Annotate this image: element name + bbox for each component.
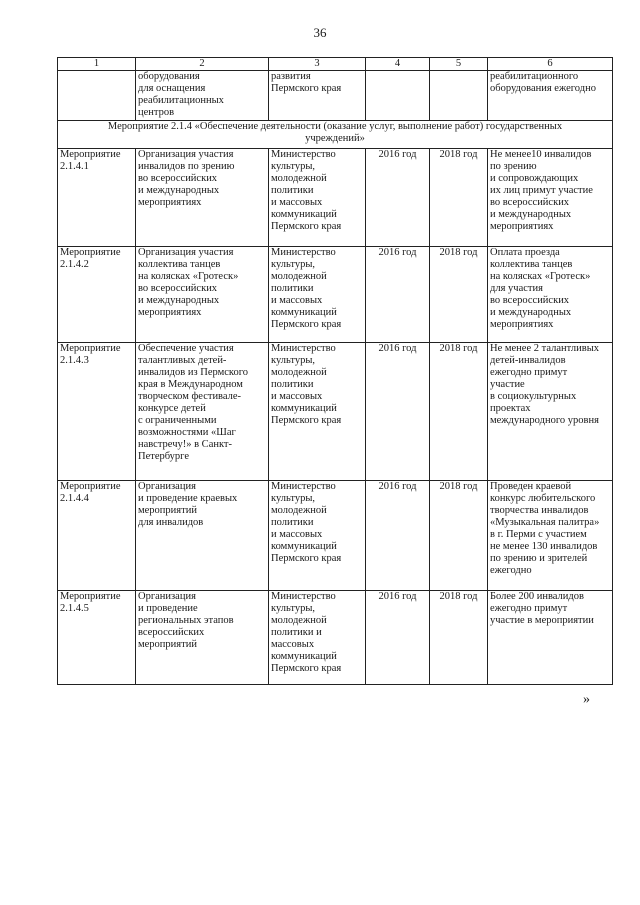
- row-name: Обеспечение участия талантливых детей- инвалидов из Пермского края в Международном творческом фестивале- конкурсе детей с ограниченными возможностями «Шаг навстречу!» в Санкт- Петербурге: [136, 343, 269, 481]
- row-end: 2018 год: [430, 343, 488, 481]
- row-name: Организация участия коллектива танцев на колясках «Гротеск» во всероссийских и международных мероприятиях: [136, 247, 269, 343]
- row-result: Оплата проезда коллектива танцев на колясках «Гротеск» для участия во всероссийских и международных мероприятиях: [488, 247, 613, 343]
- row-executor: Министерство культуры, молодежной политики и массовых коммуникаций Пермского края: [269, 591, 366, 685]
- row-end: 2018 год: [430, 149, 488, 247]
- row-start: 2016 год: [366, 247, 430, 343]
- row-result: Проведен краевой конкурс любительского творчества инвалидов «Музыкальная палитра» в г. Перми с участием не менее 130 инвалидов по зрению и зрителей ежегодно: [488, 481, 613, 591]
- row-id: Мероприятие 2.1.4.5: [58, 591, 136, 685]
- table-row: [58, 481, 613, 591]
- table-row: [58, 149, 613, 247]
- continuation-executor: развития Пермского края: [269, 71, 366, 121]
- row-executor: Министерство культуры, молодежной политики и массовых коммуникаций Пермского края: [269, 481, 366, 591]
- row-id: Мероприятие 2.1.4.3: [58, 343, 136, 481]
- section-row: [58, 121, 613, 149]
- row-name: Организация и проведение краевых мероприятий для инвалидов: [136, 481, 269, 591]
- row-start: 2016 год: [366, 149, 430, 247]
- row-start: 2016 год: [366, 481, 430, 591]
- header-col-6: 6: [488, 58, 613, 71]
- row-executor: Министерство культуры, молодежной политики и массовых коммуникаций Пермского края: [269, 343, 366, 481]
- row-end: 2018 год: [430, 481, 488, 591]
- continuation-col-4: [366, 71, 430, 121]
- continuation-name: оборудования для оснащения реабилитационных центров: [136, 71, 269, 121]
- header-col-4: 4: [366, 58, 430, 71]
- row-end: 2018 год: [430, 591, 488, 685]
- row-executor: Министерство культуры, молодежной политики и массовых коммуникаций Пермского края: [269, 149, 366, 247]
- program-table: [57, 57, 613, 685]
- row-id: Мероприятие 2.1.4.4: [58, 481, 136, 591]
- row-executor: Министерство культуры, молодежной политики и массовых коммуникаций Пермского края: [269, 247, 366, 343]
- table-row: [58, 591, 613, 685]
- section-title: Мероприятие 2.1.4 «Обеспечение деятельности (оказание услуг, выполнение работ) государственных учреждений»: [58, 121, 613, 149]
- row-name: Организация и проведение региональных этапов всероссийских мероприятий: [136, 591, 269, 685]
- continuation-col-1: [58, 71, 136, 121]
- continuation-row: [58, 71, 613, 121]
- continuation-result: реабилитационного оборудования ежегодно: [488, 71, 613, 121]
- row-result: Не менее10 инвалидов по зрению и сопровождающих их лиц примут участие во всероссийских и международных мероприятиях: [488, 149, 613, 247]
- header-col-5: 5: [430, 58, 488, 71]
- header-col-3: 3: [269, 58, 366, 71]
- header-col-1: 1: [58, 58, 136, 71]
- header-col-2: 2: [136, 58, 269, 71]
- table-row: [58, 247, 613, 343]
- row-start: 2016 год: [366, 343, 430, 481]
- table-row: [58, 343, 613, 481]
- closing-quote: »: [583, 692, 590, 707]
- row-result: Не менее 2 талантливых детей-инвалидов ежегодно примут участие в социокультурных проектах международного уровня: [488, 343, 613, 481]
- row-id: Мероприятие 2.1.4.1: [58, 149, 136, 247]
- table-header-row: [58, 58, 613, 71]
- row-id: Мероприятие 2.1.4.2: [58, 247, 136, 343]
- row-end: 2018 год: [430, 247, 488, 343]
- row-name: Организация участия инвалидов по зрению во всероссийских и международных мероприятиях: [136, 149, 269, 247]
- continuation-col-5: [430, 71, 488, 121]
- row-start: 2016 год: [366, 591, 430, 685]
- page-number: 36: [313, 25, 327, 40]
- row-result: Более 200 инвалидов ежегодно примут участие в мероприятии: [488, 591, 613, 685]
